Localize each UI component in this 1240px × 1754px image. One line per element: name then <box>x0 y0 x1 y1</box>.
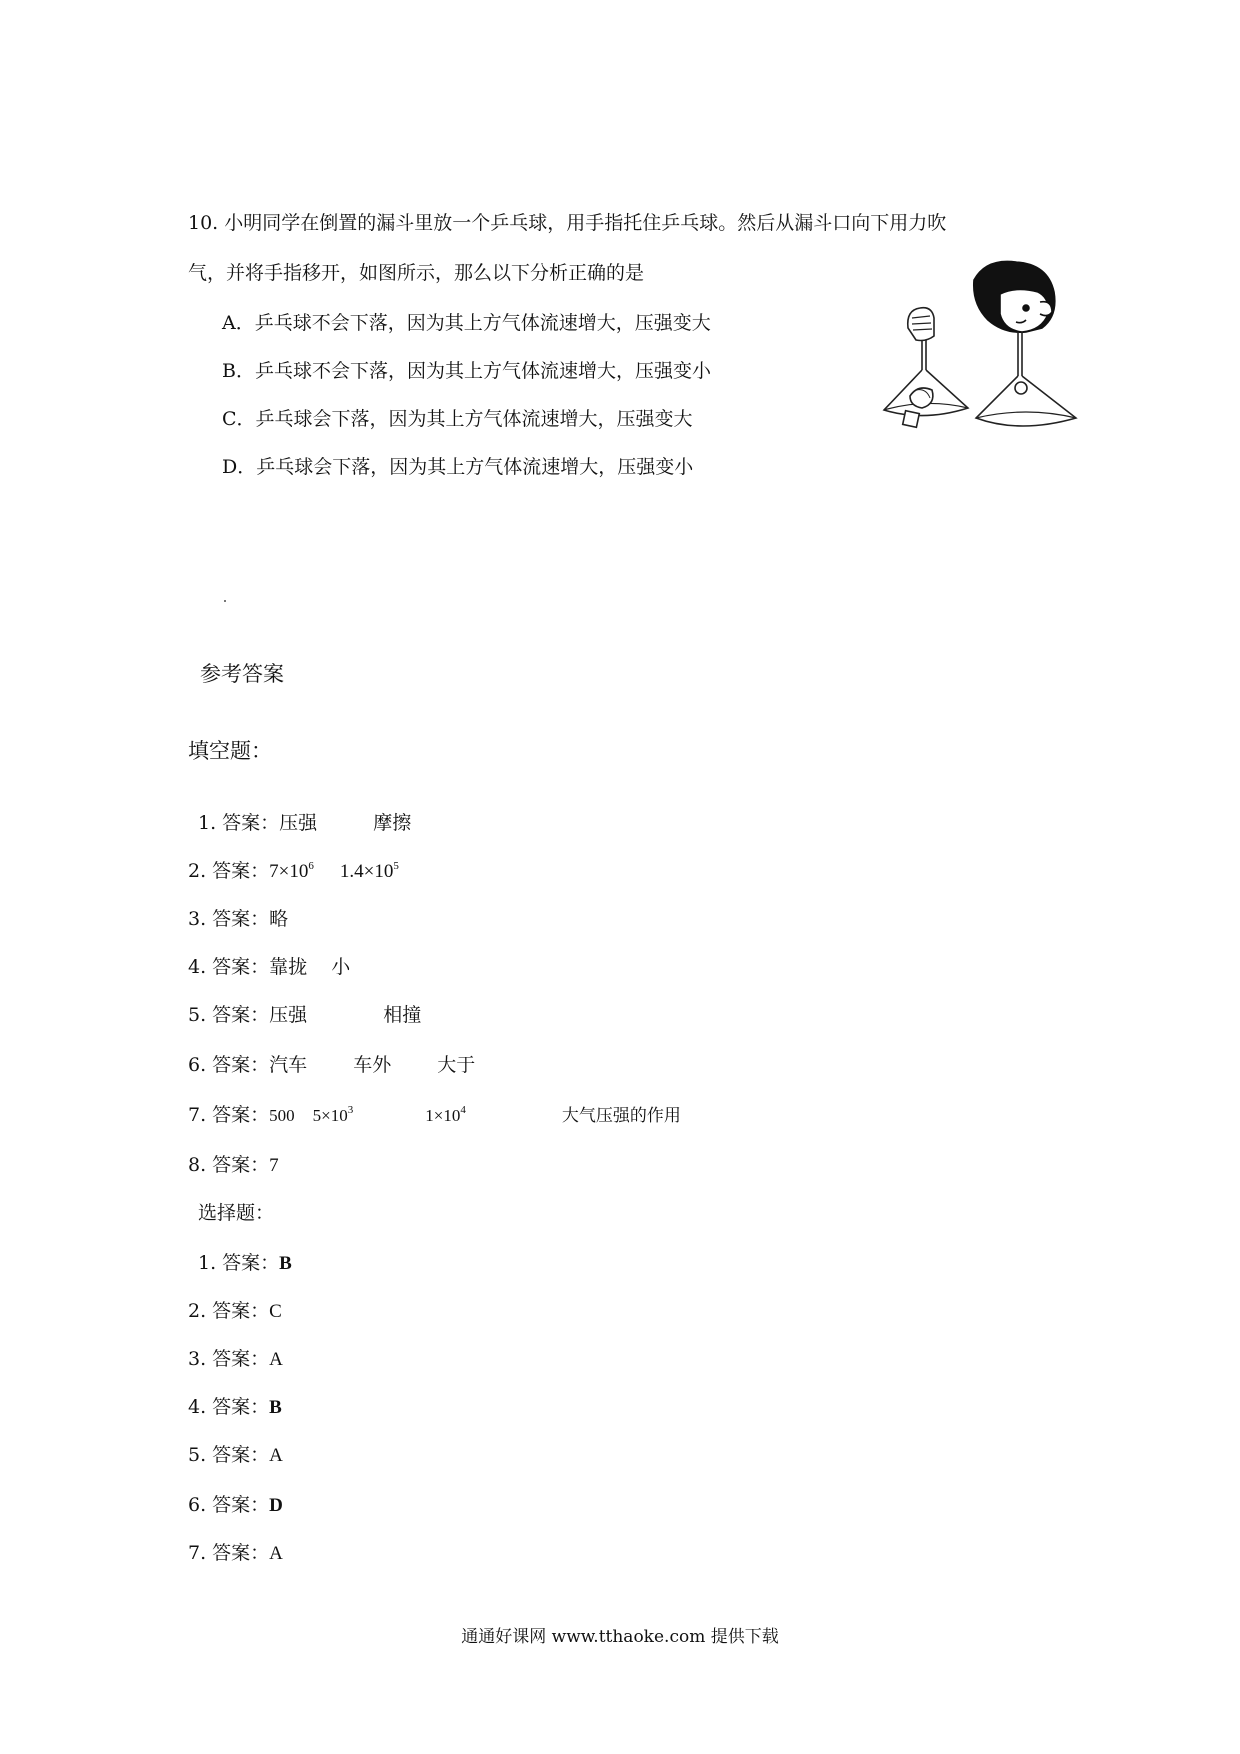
option-c: C．乒乓球会下落，因为其上方气体流速增大，压强变大 <box>222 408 693 430</box>
fill-in-title: 填空题： <box>188 739 272 763</box>
answer-value: B <box>269 1397 282 1418</box>
choice-answer-2 <box>188 1296 282 1323</box>
fill-answer-6 <box>188 1050 475 1077</box>
fill-answer-3 <box>188 904 288 931</box>
answer-value: 500 <box>269 1106 295 1125</box>
fill-answer-4 <box>188 952 350 979</box>
answer-value: 摩擦 <box>373 812 412 834</box>
choice-answer-5 <box>188 1440 283 1467</box>
answer-prefix: 4. 答案： <box>188 1396 270 1418</box>
answer-value: 大于 <box>437 1054 476 1076</box>
answer-prefix: 8. 答案： <box>188 1154 270 1176</box>
answer-value: 相撞 <box>383 1004 422 1026</box>
answer-value: A <box>269 1445 283 1466</box>
answer-value: 大气压强的作用 <box>561 1106 681 1126</box>
question-10-line1: 10. 小明同学在倒置的漏斗里放一个乒乓球，用手指托住乒乓球。然后从漏斗口向下用力吹 <box>188 212 947 234</box>
choice-answer-3 <box>188 1344 283 1371</box>
answer-value: $1.4\times 10^5$ <box>339 860 399 882</box>
option-a: A．乒乓球不会下落，因为其上方气体流速增大，压强变大 <box>222 312 711 334</box>
answer-prefix: 4. 答案： <box>188 956 270 978</box>
choice-answer-6 <box>188 1490 283 1517</box>
answer-value: $1\times 10^4$ <box>425 1104 466 1125</box>
option-d: D．乒乓球会下落，因为其上方气体流速增大，压强变小 <box>222 456 694 478</box>
page-footer: 通通好课网 www.tthaoke.com 提供下载 <box>461 1627 779 1647</box>
answer-prefix: 2. 答案： <box>188 1300 270 1322</box>
answer-value: 略 <box>269 908 289 930</box>
answer-value: 靠拢 <box>269 956 308 978</box>
answers-title: 参考答案 <box>200 662 284 686</box>
fill-answer-5 <box>188 1000 421 1027</box>
answer-prefix: 3. 答案： <box>188 1348 270 1370</box>
answer-value: $7\times 10^6$ <box>269 860 314 882</box>
choice-answer-1 <box>198 1248 292 1275</box>
boy-head <box>974 261 1055 332</box>
fill-answer-1 <box>198 808 411 835</box>
choice-title: 选择题： <box>198 1202 275 1224</box>
answer-value: B <box>279 1253 292 1274</box>
hand-held-funnel <box>884 308 968 428</box>
choice-answer-4 <box>188 1392 282 1419</box>
fill-answer-8 <box>188 1150 279 1177</box>
fill-answer-7 <box>188 1100 681 1127</box>
answer-value: A <box>269 1349 283 1370</box>
answer-prefix: 7. 答案： <box>188 1542 270 1564</box>
answer-value: 汽车 <box>269 1054 308 1076</box>
option-b: B．乒乓球不会下落，因为其上方气体流速增大，压强变小 <box>222 360 711 382</box>
answer-prefix: 1. 答案： <box>198 812 280 834</box>
answer-prefix: 6. 答案： <box>188 1054 270 1076</box>
answer-value: D <box>269 1495 283 1516</box>
answer-value: 压强 <box>279 812 318 834</box>
answer-value: $5\times 10^3$ <box>312 1104 354 1125</box>
answer-prefix: 7. 答案： <box>188 1104 270 1126</box>
answer-prefix: 5. 答案： <box>188 1444 270 1466</box>
answer-value: 车外 <box>353 1054 392 1076</box>
choice-answer-7 <box>188 1538 283 1565</box>
fill-answer-2 <box>188 856 399 883</box>
blown-funnel <box>976 332 1076 426</box>
answer-value: C <box>269 1301 282 1322</box>
question-10-line2: 气，并将手指移开，如图所示，那么以下分析正确的是 <box>188 262 645 284</box>
answer-prefix: 3. 答案： <box>188 908 270 930</box>
funnel-ball-illustration <box>876 258 1086 438</box>
answer-value: A <box>269 1543 283 1564</box>
answer-prefix: 1. 答案： <box>198 1252 280 1274</box>
answer-value: 7 <box>269 1155 279 1176</box>
stray-mark <box>224 600 226 602</box>
answer-value: 压强 <box>269 1004 308 1026</box>
answer-prefix: 2. 答案： <box>188 860 270 882</box>
answer-prefix: 5. 答案： <box>188 1004 270 1026</box>
answer-value: 小 <box>331 956 351 978</box>
answer-prefix: 6. 答案： <box>188 1494 270 1516</box>
